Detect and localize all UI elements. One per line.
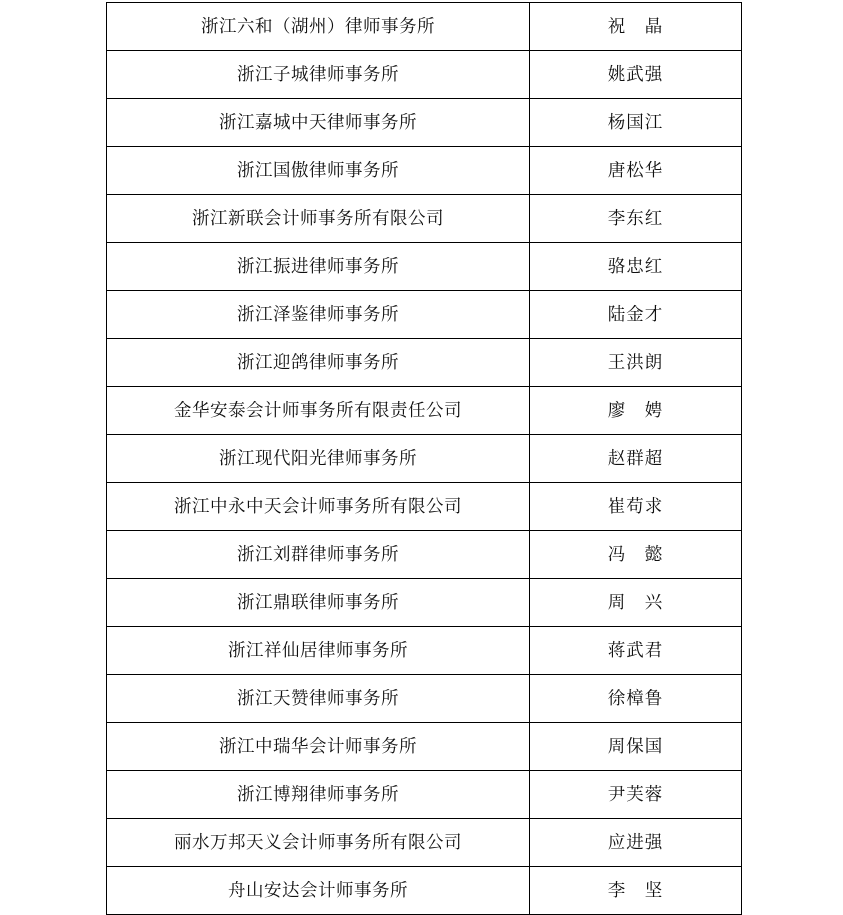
person-cell: 尹芙蓉 [530, 771, 742, 819]
person-cell: 骆忠红 [530, 243, 742, 291]
table-row [107, 243, 742, 291]
organization-cell: 浙江鼎联律师事务所 [107, 579, 530, 627]
table-row [107, 387, 742, 435]
organization-cell: 浙江刘群律师事务所 [107, 531, 530, 579]
organization-cell: 丽水万邦天义会计师事务所有限公司 [107, 819, 530, 867]
table-row [107, 435, 742, 483]
person-cell: 王洪朗 [530, 339, 742, 387]
organization-cell: 浙江泽鉴律师事务所 [107, 291, 530, 339]
table-row [107, 819, 742, 867]
person-cell: 陆金才 [530, 291, 742, 339]
organization-cell: 浙江中瑞华会计师事务所 [107, 723, 530, 771]
person-cell: 祝 晶 [530, 3, 742, 51]
person-cell: 杨国江 [530, 99, 742, 147]
table-row [107, 627, 742, 675]
organization-cell: 浙江新联会计师事务所有限公司 [107, 195, 530, 243]
organization-cell: 舟山安达会计师事务所 [107, 867, 530, 915]
table-row [107, 99, 742, 147]
person-cell: 蒋武君 [530, 627, 742, 675]
person-cell: 李 坚 [530, 867, 742, 915]
organization-cell: 浙江振进律师事务所 [107, 243, 530, 291]
table-row [107, 51, 742, 99]
organization-cell: 浙江博翔律师事务所 [107, 771, 530, 819]
organization-cell: 浙江六和（湖州）律师事务所 [107, 3, 530, 51]
organization-cell: 金华安泰会计师事务所有限责任公司 [107, 387, 530, 435]
roster-table-body [107, 3, 742, 915]
person-cell: 廖 娉 [530, 387, 742, 435]
person-cell: 李东红 [530, 195, 742, 243]
person-cell: 冯 懿 [530, 531, 742, 579]
organization-cell: 浙江国傲律师事务所 [107, 147, 530, 195]
person-cell: 徐樟鲁 [530, 675, 742, 723]
person-cell: 唐松华 [530, 147, 742, 195]
person-cell: 周保国 [530, 723, 742, 771]
table-row [107, 531, 742, 579]
person-cell: 应进强 [530, 819, 742, 867]
organization-cell: 浙江祥仙居律师事务所 [107, 627, 530, 675]
table-row [107, 723, 742, 771]
table-row [107, 3, 742, 51]
person-cell: 姚武强 [530, 51, 742, 99]
table-row [107, 195, 742, 243]
table-row [107, 867, 742, 915]
organization-cell: 浙江现代阳光律师事务所 [107, 435, 530, 483]
person-cell: 赵群超 [530, 435, 742, 483]
table-row [107, 483, 742, 531]
table-row [107, 291, 742, 339]
organization-cell: 浙江天赞律师事务所 [107, 675, 530, 723]
table-row [107, 339, 742, 387]
person-cell: 崔苟求 [530, 483, 742, 531]
person-cell: 周 兴 [530, 579, 742, 627]
organization-cell: 浙江迎鸽律师事务所 [107, 339, 530, 387]
table-row [107, 771, 742, 819]
organization-cell: 浙江子城律师事务所 [107, 51, 530, 99]
table-row [107, 675, 742, 723]
roster-table [106, 2, 742, 915]
organization-cell: 浙江中永中天会计师事务所有限公司 [107, 483, 530, 531]
table-row [107, 147, 742, 195]
organization-cell: 浙江嘉城中天律师事务所 [107, 99, 530, 147]
table-row [107, 579, 742, 627]
roster-table-container [106, 2, 741, 915]
